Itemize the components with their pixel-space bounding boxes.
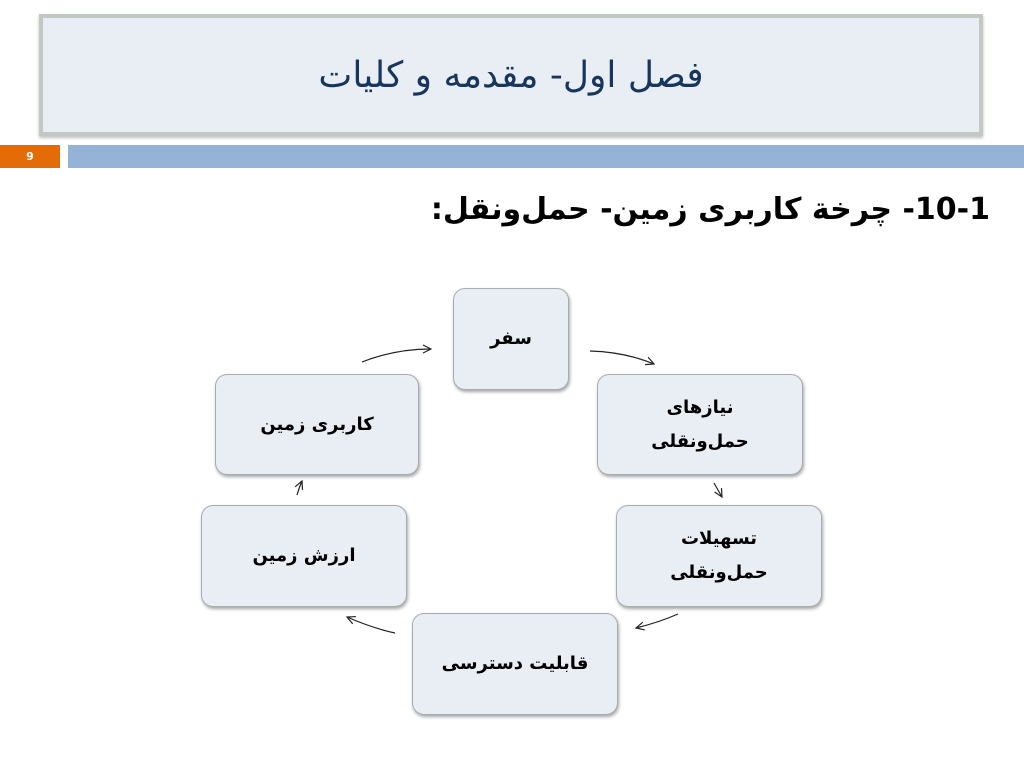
section-heading: 10-1- چرخة کاربری زمین- حمل‌ونقل: [430,192,990,227]
node-accessibility-label: قابلیت دسترسی [441,653,589,674]
node-transport-needs [597,374,803,475]
arrow-landuse-to-travel [362,349,431,362]
node-land-value-label: ارزش زمین [252,545,356,566]
node-land-use [215,374,419,475]
arrow-needs-to-facilities [714,483,722,497]
slide-title: فصل اول- مقدمه و کلیات [318,54,704,96]
node-transport-facilities-label: تسهیلات حمل‌ونقلی [670,528,768,583]
page-number: 9 [26,150,34,163]
arrow-accessibility-to-value [347,617,395,633]
node-land-use-label: کاربری زمین [260,413,374,435]
arrow-travel-to-needs [590,351,654,364]
arrow-facilities-to-accessibility [636,614,678,628]
arrow-value-to-landuse [297,481,302,495]
node-transport-facilities [616,505,822,607]
node-land-value [201,505,407,607]
node-transport-needs-label: نیازهای حمل‌ونقلی [651,396,749,452]
node-travel [453,288,569,390]
node-travel-label: سفر [490,328,532,349]
node-accessibility [412,613,618,715]
